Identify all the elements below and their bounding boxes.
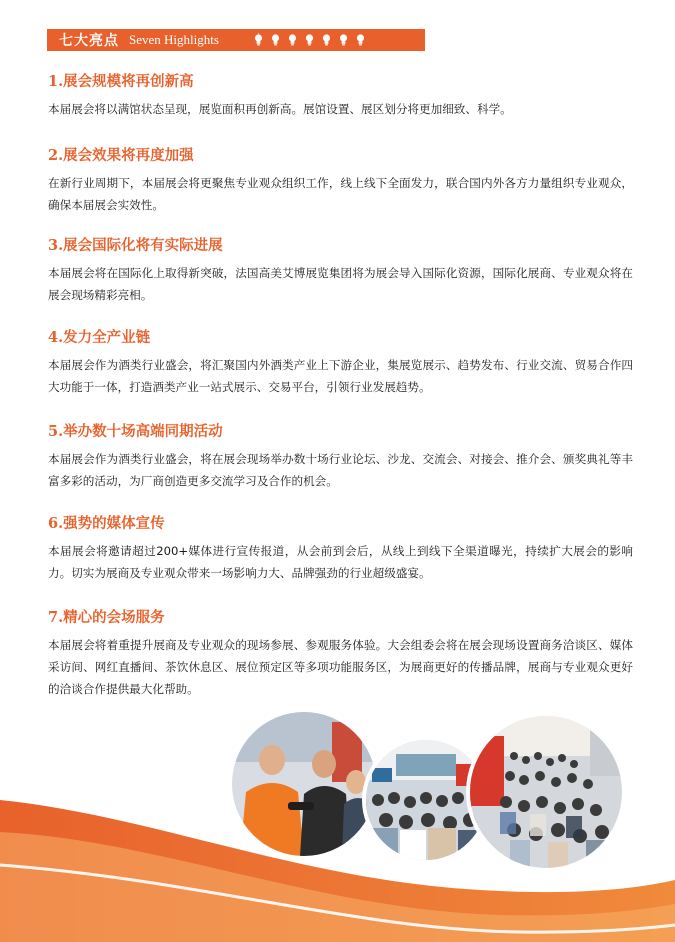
highlight-body: 本届展会将邀请超过200+媒体进行宣传报道，从会前到会后，从线上到线下全渠道曝光，持续扩大展会的影响力。切实为展商及专业观众带来一场影响力大、品牌强劲的行业超级盛宴。	[48, 544, 633, 580]
highlight-body: 本届展会将以满馆状态呈现，展览面积再创新高。展馆设置、展区划分将更加细致、科学。	[48, 102, 512, 116]
highlight-body: 本届展会作为酒类行业盛会，将汇聚国内外酒类产业上下游企业，集展览展示、趋势发布、行业交流、贸易合作四大功能于一体，打造酒类产业一站式展示、交易平台，引领行业发展趋势。	[48, 358, 633, 394]
highlight-section-5	[48, 422, 633, 492]
photo-illustration	[470, 716, 622, 868]
highlight-title: 3.展会国际化将有实际进展	[48, 237, 223, 254]
lightbulb-icon	[253, 33, 264, 47]
lightbulb-icon	[270, 33, 281, 47]
lightbulb-icon	[304, 33, 315, 47]
header-title-cn: 七大亮点	[59, 33, 119, 49]
highlight-title: 5.举办数十场高端同期活动	[48, 423, 223, 440]
highlight-section-1	[48, 72, 633, 120]
highlight-title: 4.发力全产业链	[48, 329, 151, 346]
highlight-title: 6.强势的媒体宣传	[48, 515, 165, 532]
photo-illustration	[366, 740, 486, 860]
highlight-section-4	[48, 328, 633, 398]
lightbulb-icon-row	[253, 33, 366, 47]
highlight-body: 本届展会作为酒类行业盛会，将在展会现场举办数十场行业论坛、沙龙、交流会、对接会、推介会、颁奖典礼等丰富多彩的活动，为厂商创造更多交流学习及合作的机会。	[48, 452, 633, 488]
highlight-section-6	[48, 514, 633, 584]
header-title-en: Seven Highlights	[129, 32, 219, 47]
highlight-section-7	[48, 608, 633, 700]
highlight-title: 7.精心的会场服务	[48, 609, 165, 626]
photo-illustration	[232, 712, 376, 856]
highlight-body: 本届展会将在国际化上取得新突破，法国高美艾博展览集团将为展会导入国际化资源，国际化展商、专业观众将在展会现场精彩亮相。	[48, 266, 633, 302]
highlight-title: 2.展会效果将再度加强	[48, 147, 194, 164]
exhibition-hall-crowd-photo	[366, 740, 486, 860]
highlight-title: 1.展会规模将再创新高	[48, 73, 194, 90]
exhibitor-staff-serving-visitors-photo	[232, 712, 376, 856]
lightbulb-icon	[287, 33, 298, 47]
highlight-body: 在新行业周期下，本届展会将更聚焦专业观众组织工作，线上线下全面发力，联合国内外各方力量组织专业观众，确保本届展会实效性。	[48, 176, 633, 212]
highlight-section-2	[48, 146, 633, 216]
visitors-queue-at-entrance-photo	[470, 716, 622, 868]
lightbulb-icon	[338, 33, 349, 47]
highlight-body: 本届展会将着重提升展商及专业观众的现场参展、参观服务体验。大会组委会将在展会现场设置商务洽谈区、媒体采访间、网红直播间、茶饮休息区、展位预定区等多项功能服务区，为展商更好的传播品牌，展商与专业观众更好的洽谈合作提供最大化帮助。	[48, 638, 633, 696]
highlight-section-3	[48, 236, 633, 306]
section-header-bar	[47, 29, 425, 51]
lightbulb-icon	[321, 33, 332, 47]
lightbulb-icon	[355, 33, 366, 47]
